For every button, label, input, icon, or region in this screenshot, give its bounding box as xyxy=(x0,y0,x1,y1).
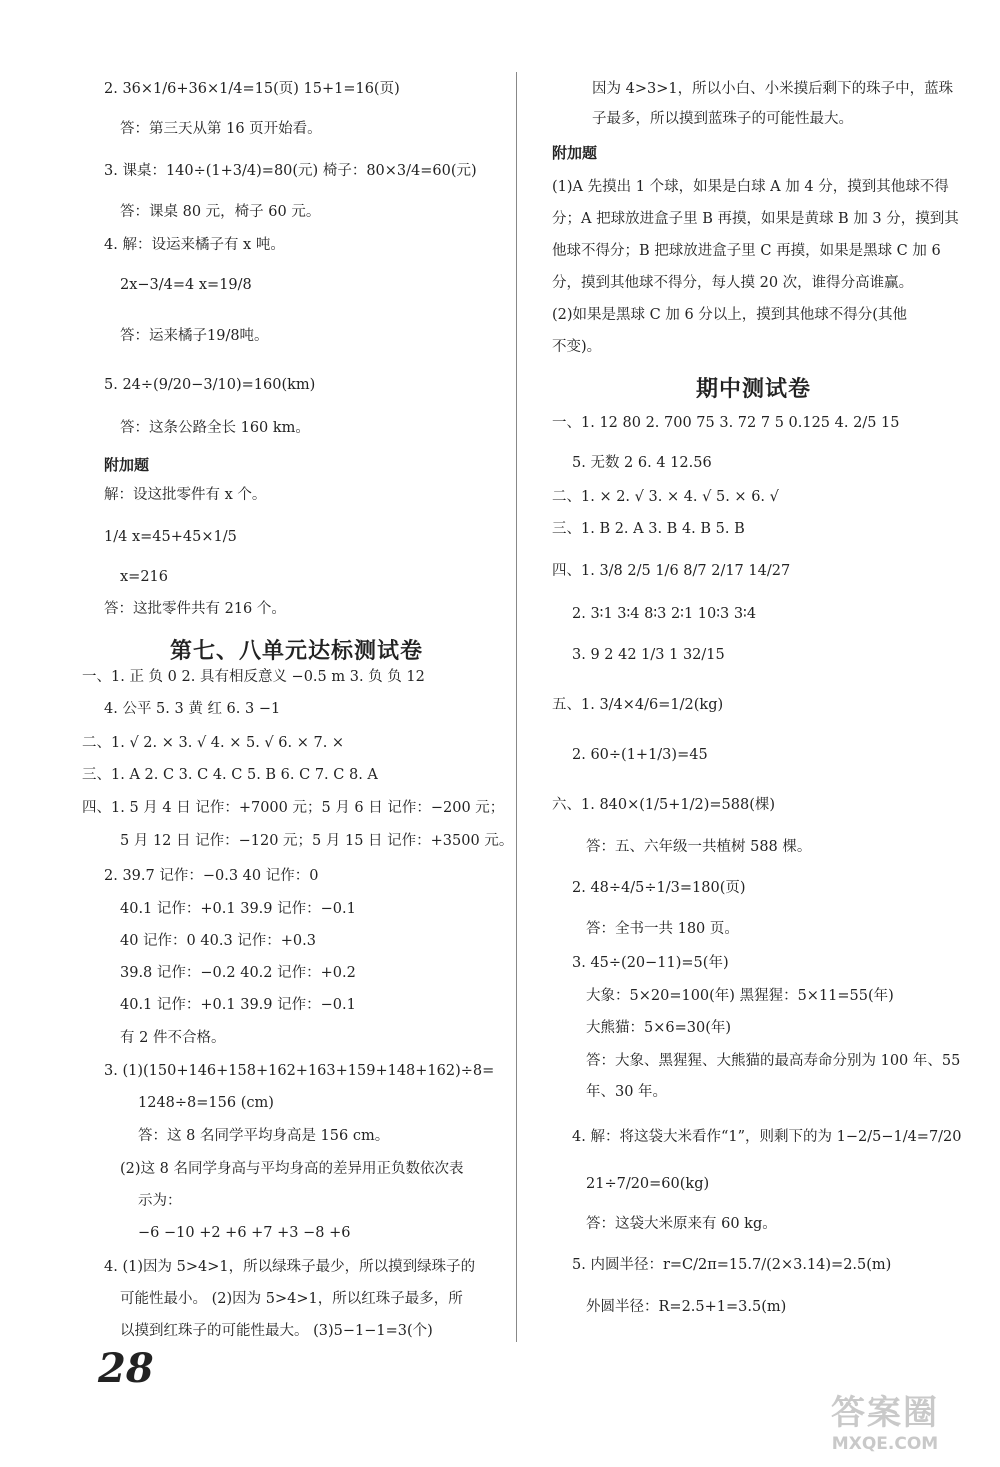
answer-line: 二、1. √ 2. × 3. √ 4. × 5. √ 6. × 7. × xyxy=(82,735,345,751)
answer-line: 五、1. 3/4×4/6=1/2(kg) xyxy=(552,697,724,713)
answer-line: 以摸到红珠子的可能性最大。 (3)5−1−1=3(个) xyxy=(120,1323,433,1339)
answer-line: 5. 内圆半径：r=C/2π=15.7/(2×3.14)=2.5(m) xyxy=(572,1257,892,1273)
answer-line: 39.8 记作：−0.2 40.2 记作：+0.2 xyxy=(120,965,356,981)
answer-line: 答：五、六年级一共植树 588 棵。 xyxy=(586,839,812,855)
answer-line: 3. 课桌：140÷(1+3/4)=80(元) 椅子：80×3/4=60(元) xyxy=(104,163,477,179)
answer-line: 示为： xyxy=(138,1193,182,1209)
watermark-logo-text: 答案圈 xyxy=(831,1393,939,1433)
answer-line: 3. 45÷(20−11)=5(年) xyxy=(572,955,729,971)
answer-line: 他球不得分；B 把球放进盒子里 C 再摸，如果是黑球 C 加 6 xyxy=(552,243,941,259)
answer-line: 四、1. 3/8 2/5 1/6 8/7 2/17 14/27 xyxy=(552,563,791,579)
answer-line: 2. 60÷(1+1/3)=45 xyxy=(572,747,708,763)
answer-line: 3. 9 2 42 1/3 1 32/15 xyxy=(572,647,725,663)
answer-line: 解：设这批零件有 x 个。 xyxy=(104,487,267,503)
answer-line: 40.1 记作：+0.1 39.9 记作：−0.1 xyxy=(120,997,356,1013)
answer-line: 答：课桌 80 元，椅子 60 元。 xyxy=(120,204,321,220)
answer-line: 答：这袋大米原来有 60 kg。 xyxy=(586,1216,777,1232)
answer-line: 三、1. A 2. C 3. C 4. C 5. B 6. C 7. C 8. A xyxy=(82,767,378,783)
answer-line: 3. (1)(150+146+158+162+163+159+148+162)÷8= xyxy=(104,1063,495,1079)
answer-line: 4. 解：将这袋大米看作“1”，则剩下的为 1−2/5−1/4=7/20 xyxy=(572,1129,962,1145)
answer-line: 4. (1)因为 5>4>1，所以绿珠子最少，所以摸到绿珠子的 xyxy=(104,1259,476,1275)
answer-line: 三、1. B 2. A 3. B 4. B 5. B xyxy=(552,521,745,537)
answer-line: 答：全书一共 180 页。 xyxy=(586,921,739,937)
answer-line: 可能性最小。 (2)因为 5>4>1，所以红珠子最多，所 xyxy=(120,1291,463,1307)
answer-line: (2)这 8 名同学身高与平均身高的差异用正负数依次表 xyxy=(120,1161,464,1177)
answer-line: 2. 3∶1 3∶4 8∶3 2∶1 10∶3 3∶4 xyxy=(572,606,757,622)
answer-line: 2x−3/4=4 x=19/8 xyxy=(120,277,252,293)
section-heading-extra: 附加题 xyxy=(104,456,150,474)
answer-line: 5 月 12 日 记作：−120 元；5 月 15 日 记作：+3500 元。 xyxy=(120,833,514,849)
page-number: 28 xyxy=(98,1345,154,1392)
answer-line: 2. 39.7 记作：−0.3 40 记作：0 xyxy=(104,868,319,884)
answer-line: 四、1. 5 月 4 日 记作：+7000 元；5 月 6 日 记作：−200 元； xyxy=(82,800,505,816)
answer-line: (2)如果是黑球 C 加 6 分以上，摸到其他球不得分(其他 xyxy=(552,307,907,323)
answer-line: (1)A 先摸出 1 个球，如果是白球 A 加 4 分，摸到其他球不得 xyxy=(552,179,949,195)
answer-line: 六、1. 840×(1/5+1/2)=588(棵) xyxy=(552,797,776,813)
answer-line: 答：第三天从第 16 页开始看。 xyxy=(120,121,322,137)
answer-line: 1248÷8=156 (cm) xyxy=(138,1095,274,1111)
answer-line: 二、1. × 2. √ 3. × 4. √ 5. × 6. √ xyxy=(552,489,779,505)
answer-line: x=216 xyxy=(120,569,169,585)
answer-line: 2. 48÷4/5÷1/3=180(页) xyxy=(572,880,746,896)
answer-line: 答：这批零件共有 216 个。 xyxy=(104,601,286,617)
answer-line: 分，摸到其他球不得分，每人摸 20 次，谁得分高谁赢。 xyxy=(552,275,914,291)
section-heading-extra: 附加题 xyxy=(552,144,598,162)
answer-line: 答：这 8 名同学平均身高是 156 cm。 xyxy=(138,1128,390,1144)
answer-line: 大象：5×20=100(年) 黑猩猩：5×11=55(年) xyxy=(586,988,894,1004)
answer-line: 答：大象、黑猩猩、大熊猫的最高寿命分别为 100 年、55 xyxy=(586,1053,961,1069)
answer-line: 2. 36×1/6+36×1/4=15(页) 15+1=16(页) xyxy=(104,81,400,97)
answer-line: 一、1. 12 80 2. 700 75 3. 72 7 5 0.125 4. 2/5 15 xyxy=(552,415,900,431)
answer-line: 外圆半径：R=2.5+1=3.5(m) xyxy=(586,1299,787,1315)
answer-line: 答：运来橘子19/8吨。 xyxy=(120,328,269,344)
answer-line: 大熊猫：5×6=30(年) xyxy=(586,1020,732,1036)
answer-line: 有 2 件不合格。 xyxy=(120,1030,226,1046)
answer-line: 年、30 年。 xyxy=(586,1084,668,1100)
answer-line: 因为 4>3>1，所以小白、小米摸后剩下的珠子中，蓝珠 xyxy=(592,81,954,97)
answer-line: 分；A 把球放进盒子里 B 再摸，如果是黄球 B 加 3 分，摸到其 xyxy=(552,211,959,227)
section-title: 期中测试卷 xyxy=(696,377,812,402)
answer-line: 5. 无数 2 6. 4 12.56 xyxy=(572,455,712,471)
answer-line: 子最多，所以摸到蓝珠子的可能性最大。 xyxy=(592,111,853,127)
column-divider xyxy=(516,72,517,1342)
answer-line: 4. 公平 5. 3 黄 红 6. 3 −1 xyxy=(104,701,281,717)
watermark xyxy=(800,1385,970,1463)
answer-line: 21÷7/20=60(kg) xyxy=(586,1176,710,1192)
watermark-url: MXQE.COM xyxy=(831,1434,939,1454)
answer-line: 答：这条公路全长 160 km。 xyxy=(120,420,310,436)
answer-line: 40 记作：0 40.3 记作：+0.3 xyxy=(120,933,316,949)
answer-line: 1/4 x=45+45×1/5 xyxy=(104,529,237,545)
answer-line: −6 −10 +2 +6 +7 +3 −8 +6 xyxy=(138,1225,351,1241)
answer-line: 4. 解：设运来橘子有 x 吨。 xyxy=(104,237,285,253)
section-title: 第七、八单元达标测试卷 xyxy=(170,639,424,664)
answer-line: 40.1 记作：+0.1 39.9 记作：−0.1 xyxy=(120,901,356,917)
answer-line: 一、1. 正 负 0 2. 具有相反意义 −0.5 m 3. 负 负 12 xyxy=(82,669,425,685)
answer-line: 5. 24÷(9/20−3/10)=160(km) xyxy=(104,377,316,393)
answer-line: 不变)。 xyxy=(552,339,602,355)
